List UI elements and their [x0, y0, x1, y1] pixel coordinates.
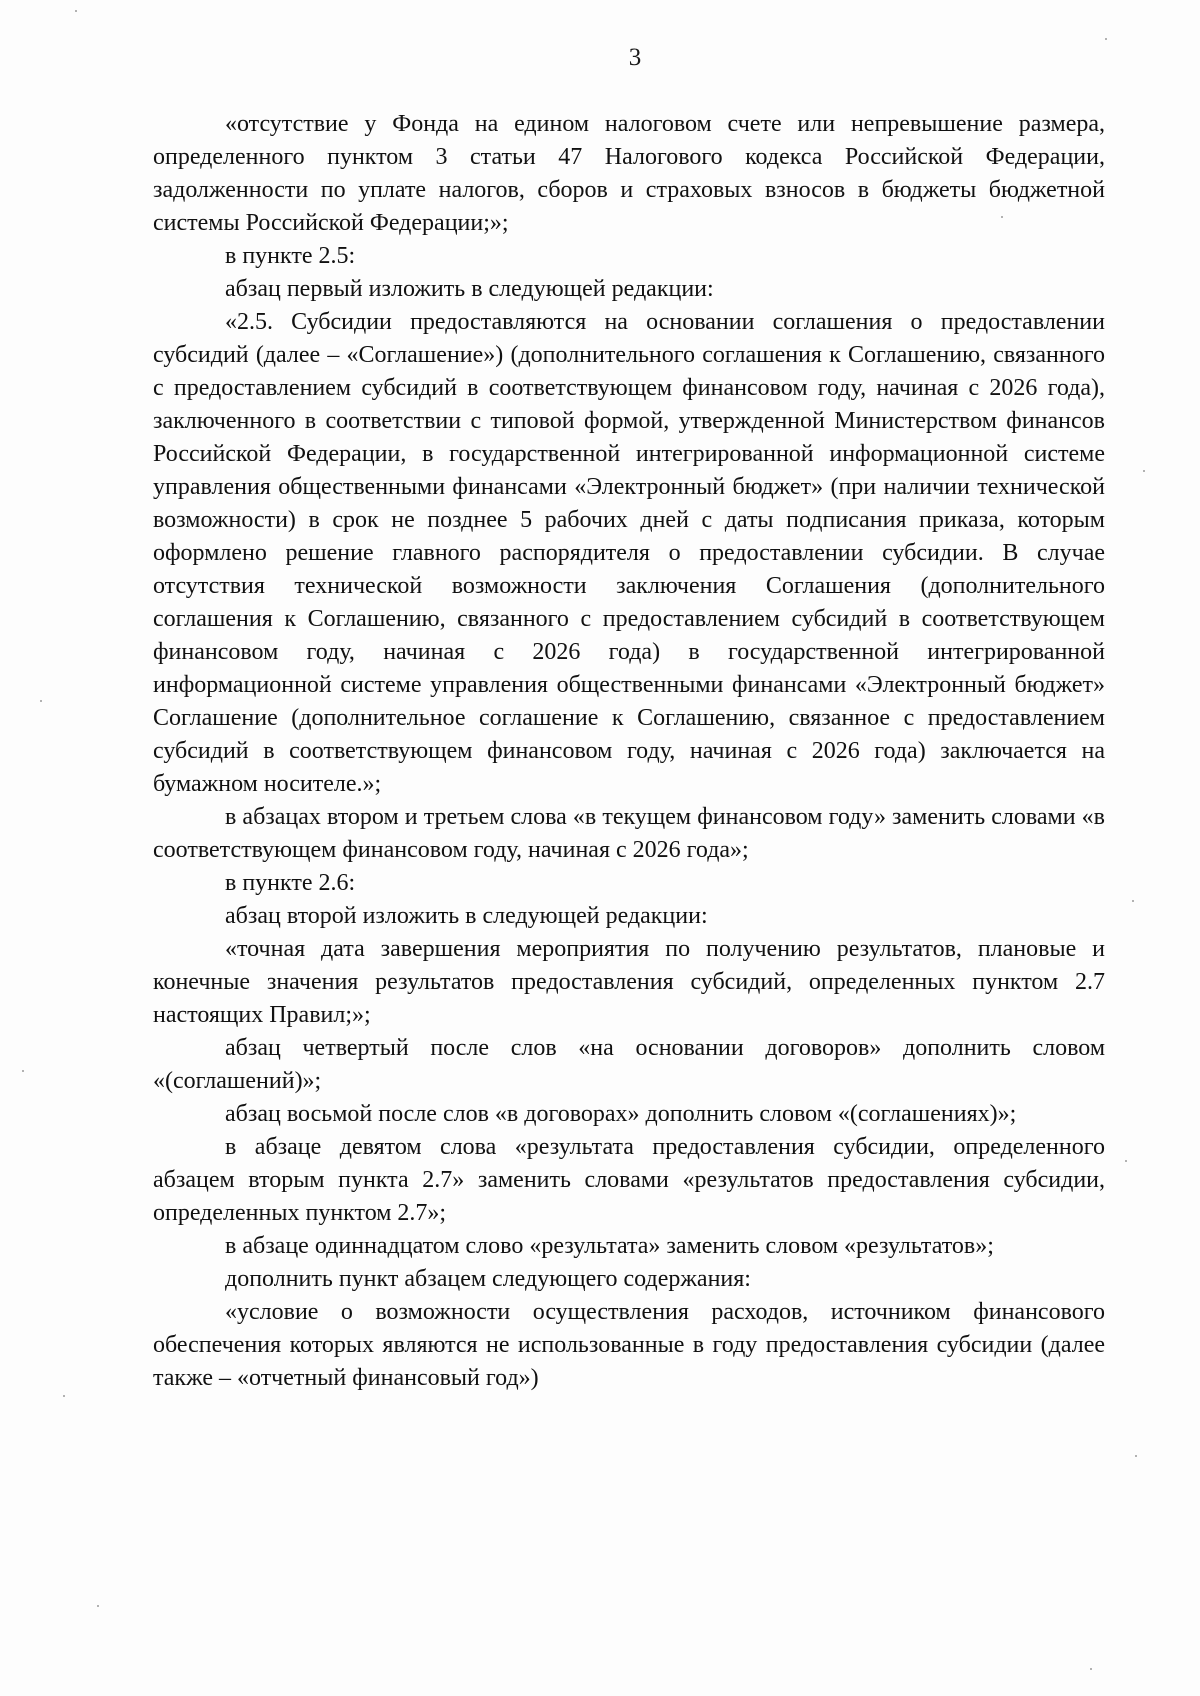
paragraph: абзац второй изложить в следующей редакции:	[225, 903, 708, 929]
scan-speck	[75, 10, 77, 12]
paragraph: абзац первый изложить в следующей редакции:	[225, 276, 714, 302]
scan-speck	[22, 1070, 24, 1072]
scan-speck	[63, 1395, 65, 1397]
scan-speck	[1090, 1668, 1092, 1670]
scan-speck	[1105, 38, 1107, 40]
paragraph: «отсутствие у Фонда на едином налоговом счете или непревышение размера, определенного пунктом 3 статьи 47 Налогового кодекса Российской Федерации, задолженности по уплате налогов, сборов и страховых взносов в бюджеты бюджетной системы Российской Федерации;»;	[153, 111, 1105, 236]
paragraph: абзац восьмой после слов «в договорах» дополнить словом «(соглашениях)»;	[225, 1101, 1017, 1127]
scan-speck	[40, 700, 42, 702]
paragraph: в пункте 2.5:	[225, 243, 356, 269]
paragraph: «условие о возможности осуществления расходов, источником финансового обеспечения которых являются не использованные в году предоставления субсидии (далее также – «отчетный финансовый год»)	[153, 1299, 1105, 1391]
scan-speck	[1143, 470, 1145, 472]
scan-speck	[97, 1605, 99, 1607]
paragraph: в абзацах втором и третьем слова «в текущем финансовом году» заменить словами «в соответствующем финансовом году, начиная с 2026 года»;	[153, 804, 1105, 863]
paragraph: «точная дата завершения мероприятия по получению результатов, плановые и конечные значения результатов предоставления субсидий, определенных пунктом 2.7 настоящих Правил;»;	[153, 936, 1105, 1028]
scan-speck	[1135, 1455, 1137, 1457]
paragraph: в пункте 2.6:	[225, 870, 356, 896]
document-body	[153, 108, 1105, 1395]
scan-speck	[1132, 900, 1134, 902]
page-number: 3	[628, 44, 642, 71]
scan-speck	[1125, 1160, 1127, 1162]
paragraph: в абзаце одиннадцатом слово «результата» заменить словом «результатов»;	[225, 1233, 994, 1259]
paragraph: «2.5. Субсидии предоставляются на основании соглашения о предоставлении субсидий (далее – «Соглашение») (дополнительного соглашения к Соглашению, связанного с предоставлением субсидий в соответствующем финансовом году, начиная с 2026 года), заключенного в соответствии с типовой формой, утвержденной Министерством финансов Российской Федерации, в государственной интегрированной информационной системе управления общественными финансами «Электронный бюджет» (при наличии технической возможности) в срок не позднее 5 рабочих дней с даты подписания приказа, которым оформлено решение главного распорядителя о предоставлении субсидии. В случае отсутствия технической возможности заключения Соглашения (дополнительного соглашения к Соглашению, связанного с предоставлением субсидий в соответствующем финансовом году, начиная с 2026 года) в государственной интегрированной информационной системе управления общественными финансами «Электронный бюджет» Соглашение (дополнительное соглашение к Соглашению, связанное с предоставлением субсидий в соответствующем финансовом году, начиная с 2026 года) заключается на бумажном носителе.»;	[153, 309, 1105, 797]
paragraph: дополнить пункт абзацем следующего содержания:	[225, 1266, 751, 1292]
paragraph: в абзаце девятом слова «результата предоставления субсидии, определенного абзацем вторым пункта 2.7» заменить словами «результатов предоставления субсидии, определенных пунктом 2.7»;	[153, 1134, 1105, 1226]
paragraph: абзац четвертый после слов «на основании договоров» дополнить словом «(соглашений)»;	[153, 1035, 1105, 1094]
